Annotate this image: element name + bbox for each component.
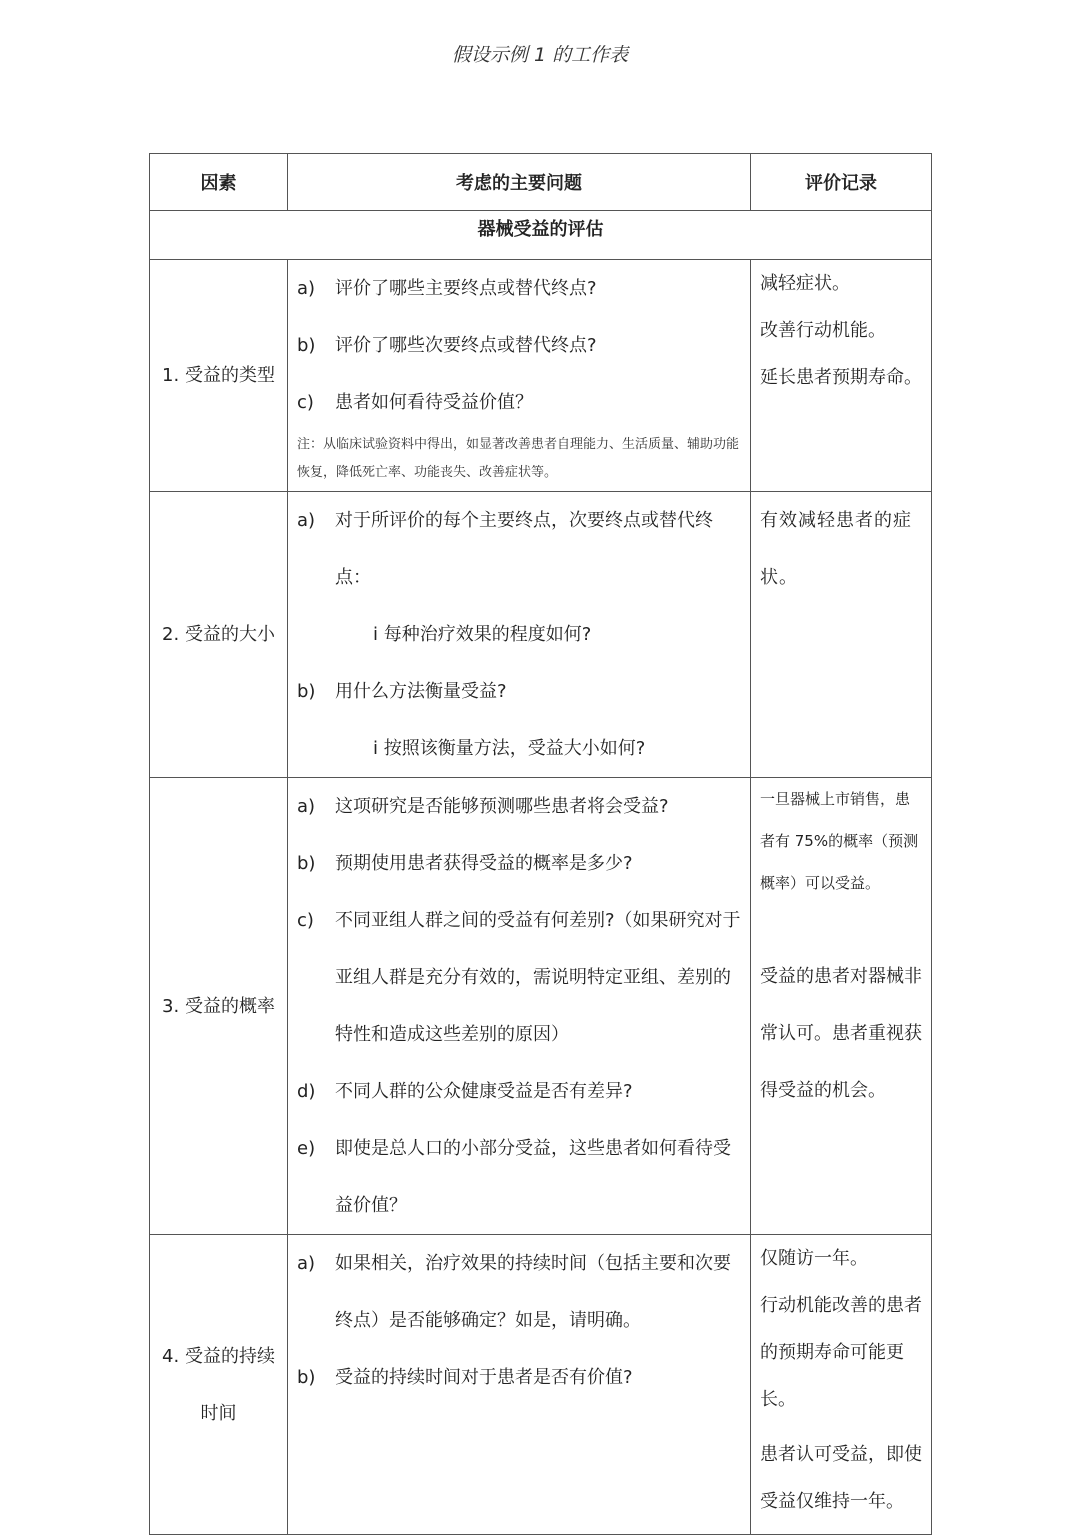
records-cell [751, 492, 932, 778]
header-questions: 考虑的主要问题 [288, 154, 751, 211]
questions-cell [288, 1235, 751, 1535]
header-factor: 因素 [150, 154, 288, 211]
record-line: 有效减轻患者的症状。 [760, 510, 912, 588]
record-line: 减轻症状。 [760, 273, 850, 294]
record-line: 延长患者预期寿命。 [760, 367, 922, 388]
record-line: 改善行动机能。 [760, 320, 886, 341]
question-item: a) 这项研究是否能够预测哪些患者将会受益? [297, 796, 669, 817]
question-item: a) 评价了哪些主要终点或替代终点? [297, 278, 597, 299]
table-row [150, 492, 932, 778]
questions-cell [288, 492, 751, 778]
factor-cell: 2. 受益的大小 [150, 492, 288, 778]
records-cell [751, 260, 932, 492]
records-cell [751, 1235, 932, 1535]
question-item: b) 用什么方法衡量受益? [297, 681, 507, 702]
question-item: d) 不同人群的公众健康受益是否有差异? [297, 1081, 633, 1102]
records-cell [751, 778, 932, 1235]
sub-question: i 按照该衡量方法，受益大小如何? [373, 738, 646, 759]
question-item: e) 即使是总人口的小部分受益，这些患者如何看待受益价值？ [297, 1138, 731, 1216]
section-title: 器械受益的评估 [150, 211, 932, 260]
header-records: 评价记录 [751, 154, 932, 211]
table-header-row [150, 154, 932, 211]
section-row [150, 211, 932, 260]
record-line: 仅随访一年。 [760, 1248, 868, 1269]
sub-question: i 每种治疗效果的程度如何? [373, 624, 592, 645]
questions-cell [288, 778, 751, 1235]
questions-cell [288, 260, 751, 492]
record-line: 行动机能改善的患者的预期寿命可能更长。 [760, 1295, 922, 1410]
worksheet-table [149, 153, 932, 1535]
factor-cell: 4. 受益的持续时间 [150, 1235, 288, 1535]
table-row [150, 1235, 932, 1535]
table-row [150, 260, 932, 492]
question-item: b) 受益的持续时间对于患者是否有价值? [297, 1367, 633, 1388]
factor-cell: 3. 受益的概率 [150, 778, 288, 1235]
question-item: b) 预期使用患者获得受益的概率是多少? [297, 853, 633, 874]
factor-cell: 1. 受益的类型 [150, 260, 288, 492]
note-text: 注：从临床试验资料中得出，如显著改善患者自理能力、生活质量、辅助功能恢复，降低死亡率、功能丧失、改善症状等。 [297, 437, 740, 480]
question-item: c) 患者如何看待受益价值？ [297, 392, 533, 413]
record-small: 一旦器械上市销售，患者有 75%的概率（预测概率）可以受益。 [760, 790, 919, 892]
question-item: c) 不同亚组人群之间的受益有何差别?（如果研究对于亚组人群是充分有效的，需说明特定亚组、差别的特性和造成这些差别的原因） [297, 910, 741, 1045]
record-line: 受益的患者对器械非常认可。患者重视获得受益的机会。 [760, 966, 922, 1101]
document-title: 假设示例 1 的工作表 [451, 44, 629, 66]
question-item: a) 如果相关，治疗效果的持续时间（包括主要和次要终点）是否能够确定？如是，请明确。 [297, 1253, 731, 1331]
record-line: 患者认可受益，即使受益仅维持一年。 [760, 1444, 922, 1512]
question-item: a) 对于所评价的每个主要终点，次要终点或替代终点： [297, 510, 713, 588]
table-row [150, 778, 932, 1235]
question-item: b) 评价了哪些次要终点或替代终点? [297, 335, 597, 356]
